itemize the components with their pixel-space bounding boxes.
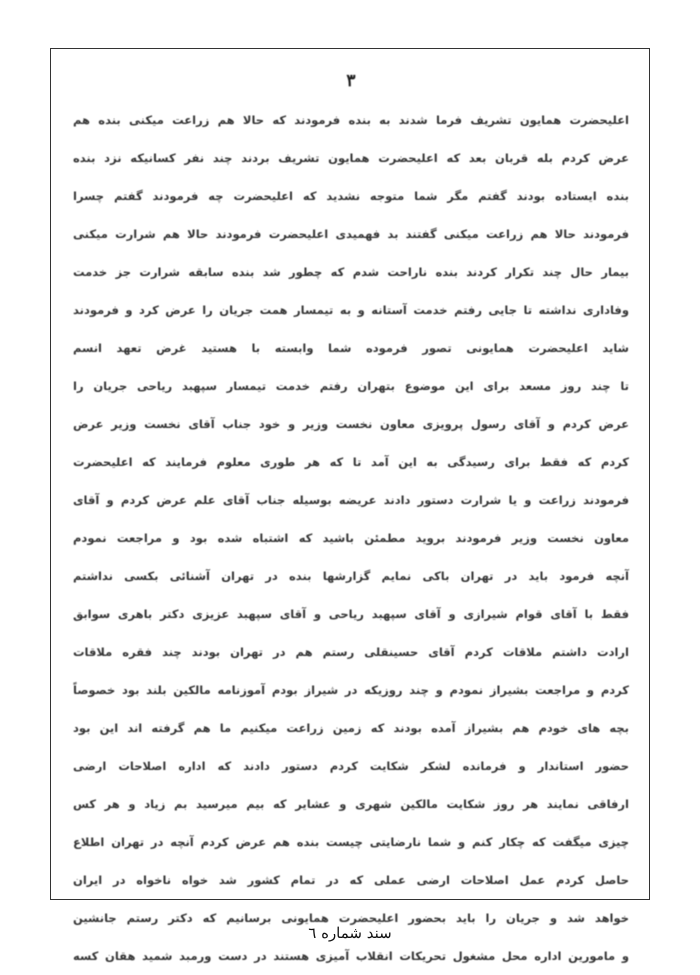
text-line: آنچه فرمود باید در تهران باکی نمایم گزارشها بنده در تهران آشنائی بکسی نداشتم xyxy=(73,569,629,583)
text-line: چیزی میگفت که چکار کنم و شما نارضایتی چیست بنده هم عرض کردم آنچه در تهران اطلاع xyxy=(73,835,629,849)
page-number: ۳ xyxy=(346,71,356,91)
text-line: معاون نخست وزیر فرمودند بروید مطمئن باشید که اشتباه شده بود و مراجعت نمودم xyxy=(73,531,629,545)
document-body xyxy=(73,101,629,975)
text-line: حاصل کردم عمل اصلاحات ارضی عملی که در تمام کشور شد خواه ناخواه در ایران xyxy=(73,873,629,887)
text-line: عرض کردم و آقای رسول پرویزی معاون نخست وزیر و خود جناب آقای نخست وزیر عرض xyxy=(73,417,629,431)
text-line: بیمار حال چند تکرار کردند بنده ناراحت شدم که چطور شد بنده سابقه شرارت جز خدمت xyxy=(73,265,629,279)
text-line: کردم که فقط برای رسیدگی به این آمد تا که هر طوری معلوم فرمایند که اعلیحضرت xyxy=(73,455,629,469)
text-line: ارفاقی نمایند هر روز شکایت مالکین شهری و عشایر که بیم میرسید بم زیاد و هر کس xyxy=(73,797,629,811)
text-line: عرض کردم بله قربان بعد که اعلیحضرت همایون تشریف بردند چند نفر کسانیکه نزد بنده xyxy=(73,151,629,165)
text-line: فرمودند حالا هم زراعت میکنی گفتند بد فهمیدی اعلیحضرت فرمودند حالا هم شرارت میکنی xyxy=(73,227,629,241)
text-line: خواهد شد و جریان را باید بحضور اعلیحضرت همایونی برسانیم که دکتر رستم جانشین xyxy=(73,911,629,925)
document-caption: سند شماره ٦ xyxy=(308,924,392,942)
text-line: کردم و مراجعت بشیراز نمودم و چند روزیکه در شیراز بودم آموزنامه مالکین بلند بود خصوصاً xyxy=(73,683,629,697)
text-line: شاید اعلیحضرت همایونی تصور فرموده شما وابسته با هستید غرض تعهد انسم xyxy=(73,341,629,355)
text-line: فرمودند زراعت و یا شرارت دستور دادند عریضه بوسیله جناب آقای علم عرض کردم و آقای xyxy=(73,493,629,507)
text-line: و مامورین اداره محل مشغول تحریکات انقلاب آمیزی هستند در دست ورمبد شمید هقان کسه xyxy=(73,949,629,963)
text-line: بچه های خودم هم بشیراز آمده بودند که زمین زراعت میکنیم ما هم گرفته اند این بود xyxy=(73,721,629,735)
text-line: وفاداری نداشته تا جایی رفتم خدمت آستانه و به تیمسار همت جریان را عرض کرد و فرمودند xyxy=(73,303,629,317)
text-line: فقط با آقای قوام شیرازی و آقای سپهبد ریاحی و آقای سپهبد عزیزی دکتر باهری سوابق xyxy=(73,607,629,621)
text-line: حضور استاندار و فرمانده لشکر شکایت کردم دستور دادند که اداره اصلاحات ارضی xyxy=(73,759,629,773)
text-line: بنده ایستاده بودند گفتم مگر شما متوجه نشدید که اعلیحضرت چه فرمودند گفتم چسرا xyxy=(73,189,629,203)
text-line: اعلیحضرت همایون تشریف فرما شدند به بنده فرمودند که حالا هم زراعت میکنی بنده هم xyxy=(73,113,629,127)
text-line: تا چند روز مسعد برای این موضوع بتهران رفتم خدمت تیمسار سپهبد ریاحی جریان را xyxy=(73,379,629,393)
text-line: ارادت داشتم ملاقات کردم آقای حسینقلی رستم هم در تهران بودند چند فقره ملاقات xyxy=(73,645,629,659)
